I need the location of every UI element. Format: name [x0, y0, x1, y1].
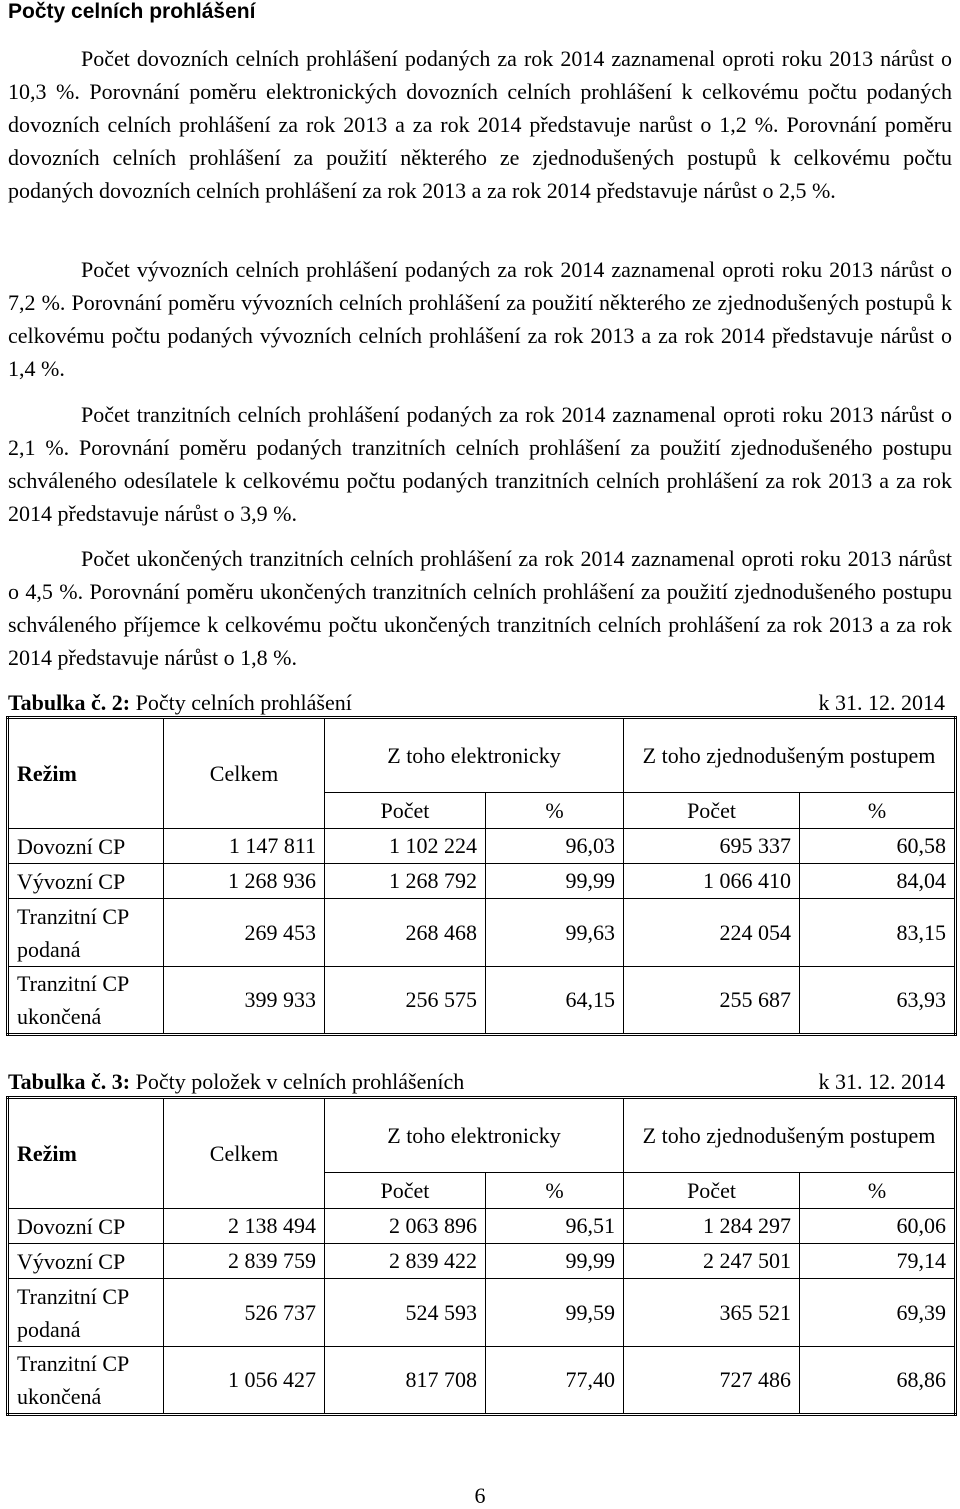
- table3-subheader-pct: %: [800, 1173, 956, 1209]
- table3-header-elektronicky: Z toho elektronicky: [325, 1098, 624, 1173]
- row-label: Vývozní CP: [8, 864, 164, 899]
- row-label: Dovozní CP: [8, 829, 164, 864]
- row-label: Tranzitní CP podaná: [8, 899, 164, 967]
- cell-celkem: 1 268 936: [164, 864, 325, 899]
- row-label: Tranzitní CP podaná: [8, 1279, 164, 1347]
- table-row: [8, 829, 956, 864]
- cell-elektronicky-pct: 96,51: [486, 1209, 624, 1244]
- cell-celkem: 269 453: [164, 899, 325, 967]
- table3: [6, 1096, 957, 1416]
- cell-elektronicky-pocet: 2 063 896: [325, 1209, 486, 1244]
- cell-elektronicky-pct: 99,63: [486, 899, 624, 967]
- cell-zjednodusene-pocet: 1 066 410: [624, 864, 800, 899]
- section-heading: Počty celních prohlášení: [8, 0, 256, 23]
- table-row: [8, 864, 956, 899]
- cell-elektronicky-pct: 99,99: [486, 1244, 624, 1279]
- paragraph-transit-ended: Počet ukončených tranzitních celních prohlášení za rok 2014 zaznamenal oproti roku 2013 nárůst o 4,5 %. Porovnání poměru ukončených tranzitních celních prohlášení za použití zjednodušeného postupu schváleného příjemce k celkovému počtu ukončených tranzitních celních prohlášení za rok 2013 a za rok 2014 představuje nárůst o 1,8 %.: [8, 546, 952, 670]
- row-label: Vývozní CP: [8, 1244, 164, 1279]
- cell-zjednodusene-pocet: 224 054: [624, 899, 800, 967]
- table-row: [8, 1244, 956, 1279]
- table3-subheader-pct: %: [486, 1173, 624, 1209]
- cell-zjednodusene-pct: 60,58: [800, 829, 956, 864]
- table2-header-elektronicky: Z toho elektronicky: [325, 718, 624, 793]
- cell-zjednodusene-pct: 60,06: [800, 1209, 956, 1244]
- table3-caption-text: Počty položek v celních prohlášeních: [130, 1069, 465, 1094]
- paragraph-transit: Počet tranzitních celních prohlášení podaných za rok 2014 zaznamenal oproti roku 2013 nárůst o 2,1 %. Porovnání poměru podaných tranzitních celních prohlášení za použití zjednodušeného postupu schváleného odesílatele k celkovému počtu podaných tranzitních celních prohlášení za rok 2013 a za rok 2014 představuje nárůst o 3,9 %.: [8, 402, 952, 526]
- cell-zjednodusene-pct: 68,86: [800, 1347, 956, 1415]
- table2-header-rezim: Režim: [8, 718, 164, 829]
- cell-elektronicky-pocet: 1 268 792: [325, 864, 486, 899]
- table2-subheader-pct: %: [800, 793, 956, 829]
- paragraph-export: Počet vývozních celních prohlášení podaných za rok 2014 zaznamenal oproti roku 2013 nárůst o 7,2 %. Porovnání poměru vývozních celních prohlášení za použití některého ze zjednodušených postupů k celkovému počtu podaných vývozních celních prohlášení za rok 2013 a za rok 2014 představuje nárůst o 1,4 %.: [8, 257, 952, 381]
- table3-header-rezim: Režim: [8, 1098, 164, 1209]
- cell-elektronicky-pocet: 817 708: [325, 1347, 486, 1415]
- table3-subheader-pocet: Počet: [325, 1173, 486, 1209]
- cell-elektronicky-pocet: 524 593: [325, 1279, 486, 1347]
- cell-zjednodusene-pocet: 365 521: [624, 1279, 800, 1347]
- table3-caption-label: Tabulka č. 3:: [8, 1069, 131, 1094]
- table3-date: k 31. 12. 2014: [818, 1069, 945, 1094]
- cell-elektronicky-pct: 99,99: [486, 864, 624, 899]
- row-label: Tranzitní CP ukončená: [8, 967, 164, 1035]
- row-label: Dovozní CP: [8, 1209, 164, 1244]
- paragraph-import: Počet dovozních celních prohlášení podaných za rok 2014 zaznamenal oproti roku 2013 nárůst o 10,3 %. Porovnání poměru elektronických dovozních celních prohlášení k celkovému počtu podaných dovozních celních prohlášení za rok 2013 a za rok 2014 představuje narůst o 1,2 %. Porovnání poměru dovozních celních prohlášení za použití některého ze zjednodušených postupů k celkovému počtu podaných dovozních celních prohlášení za rok 2013 a za rok 2014 představuje nárůst o 2,5 %.: [8, 46, 952, 203]
- cell-zjednodusene-pct: 69,39: [800, 1279, 956, 1347]
- cell-elektronicky-pocet: 1 102 224: [325, 829, 486, 864]
- table2-subheader-pct: %: [486, 793, 624, 829]
- table2-header-celkem: Celkem: [164, 718, 325, 829]
- cell-elektronicky-pocet: 256 575: [325, 967, 486, 1035]
- cell-celkem: 526 737: [164, 1279, 325, 1347]
- table3-header-zjednodusene: Z toho zjednodušeným postupem: [624, 1098, 956, 1173]
- cell-elektronicky-pct: 99,59: [486, 1279, 624, 1347]
- cell-zjednodusene-pct: 83,15: [800, 899, 956, 967]
- table2-header-zjednodusene: Z toho zjednodušeným postupem: [624, 718, 956, 793]
- cell-elektronicky-pocet: 2 839 422: [325, 1244, 486, 1279]
- table-row: [8, 967, 956, 1035]
- page-number: 6: [474, 1483, 486, 1508]
- cell-zjednodusene-pct: 79,14: [800, 1244, 956, 1279]
- cell-zjednodusene-pocet: 1 284 297: [624, 1209, 800, 1244]
- cell-celkem: 2 839 759: [164, 1244, 325, 1279]
- cell-elektronicky-pct: 77,40: [486, 1347, 624, 1415]
- table2-date: k 31. 12. 2014: [818, 690, 945, 715]
- cell-zjednodusene-pct: 84,04: [800, 864, 956, 899]
- table-row: [8, 1279, 956, 1347]
- table2-caption-label: Tabulka č. 2:: [8, 690, 131, 715]
- cell-zjednodusene-pct: 63,93: [800, 967, 956, 1035]
- cell-zjednodusene-pocet: 727 486: [624, 1347, 800, 1415]
- table-row: [8, 1347, 956, 1415]
- table2-subheader-pocet: Počet: [325, 793, 486, 829]
- table2-caption-text: Počty celních prohlášení: [130, 690, 352, 715]
- cell-celkem: 2 138 494: [164, 1209, 325, 1244]
- table2-caption: [8, 690, 945, 716]
- cell-elektronicky-pct: 64,15: [486, 967, 624, 1035]
- table-row: [8, 899, 956, 967]
- cell-zjednodusene-pocet: 2 247 501: [624, 1244, 800, 1279]
- table3-subheader-pocet: Počet: [624, 1173, 800, 1209]
- cell-celkem: 399 933: [164, 967, 325, 1035]
- table3-caption: [8, 1069, 945, 1095]
- cell-celkem: 1 147 811: [164, 829, 325, 864]
- cell-zjednodusene-pocet: 695 337: [624, 829, 800, 864]
- cell-elektronicky-pocet: 268 468: [325, 899, 486, 967]
- table2-subheader-pocet: Počet: [624, 793, 800, 829]
- cell-celkem: 1 056 427: [164, 1347, 325, 1415]
- cell-elektronicky-pct: 96,03: [486, 829, 624, 864]
- table-row: [8, 1209, 956, 1244]
- row-label: Tranzitní CP ukončená: [8, 1347, 164, 1415]
- cell-zjednodusene-pocet: 255 687: [624, 967, 800, 1035]
- table3-header-celkem: Celkem: [164, 1098, 325, 1209]
- table2: [6, 716, 957, 1036]
